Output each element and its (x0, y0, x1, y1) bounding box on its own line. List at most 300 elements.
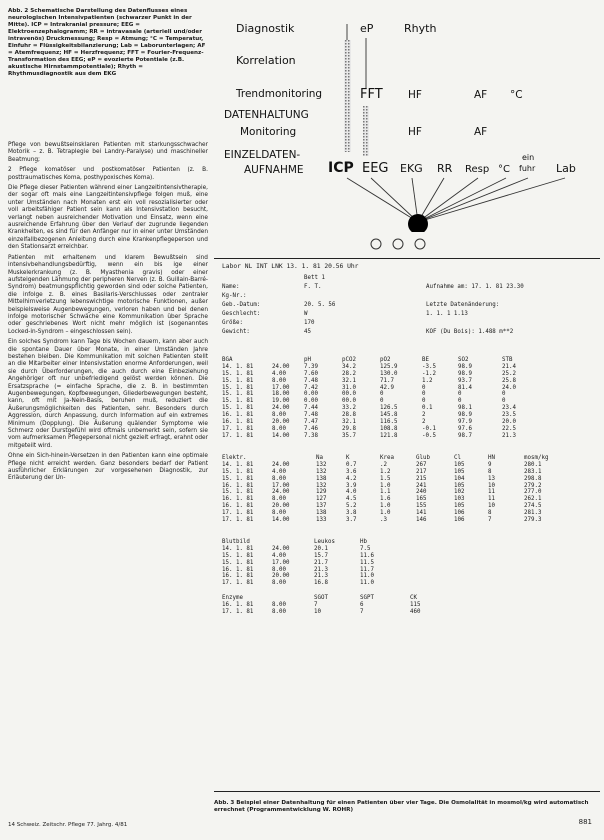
table-cell: -0.1 (422, 425, 436, 432)
table-cell: 15.7 (314, 552, 328, 559)
table-header-row (222, 357, 594, 364)
table-cell: 277.0 (524, 489, 542, 496)
table-cell: 165 (416, 496, 427, 503)
table-cell: 19.00 (272, 398, 290, 405)
table-cell: 15. 1. 81 (222, 475, 254, 482)
table-cell: 8.00 (272, 425, 286, 432)
table-cell: 460 (410, 608, 421, 615)
table-cell: 116.5 (380, 419, 398, 426)
table-cell: 121.8 (380, 432, 398, 439)
table-cell: 4.00 (272, 552, 286, 559)
table-cell: mosm/kg (524, 455, 549, 461)
table-cell: 17. 1. 81 (222, 432, 254, 439)
enzyme-table (222, 595, 594, 616)
table-cell: 14.00 (272, 517, 290, 524)
table-cell: 106 (454, 517, 465, 524)
table-row (222, 391, 594, 398)
table-cell: 17. 1. 81 (222, 517, 254, 524)
table-cell: 7.48 (304, 412, 318, 419)
table-cell: 105 (454, 503, 465, 510)
table-cell: 15. 1. 81 (222, 552, 254, 559)
table-cell: Glub (416, 455, 430, 461)
table-cell: 8.00 (272, 496, 286, 503)
table-cell: 16. 1. 81 (222, 573, 254, 580)
table-cell: 21.7 (314, 559, 328, 566)
table-row (222, 398, 594, 405)
table-cell: 8.00 (272, 510, 286, 517)
table-cell: 105 (454, 468, 465, 475)
table-cell: 16. 1. 81 (222, 419, 254, 426)
figure-2-caption: Abb. 2 Schematische Darstellung des Datenflusses eines neurologischen Intensivpatienten (schwarzer Punkt in der Mitte). ICP = Intrakranial pressure; EEG = Elektroenzephalogramm; RR = intravasale (arteriell und/oder intravenös) Druckmessung; Resp = Atmung; °C = Temperatur, Einfuhr = Flüssigkeitsbilanzierung; Lab = Laborunterlagen; AF = Atemfrequenz; HF = Herzfrequenz; FFT = Fourier-Frequenz-Transformation des EEG; eP = evozierte Potentiale (z.B. akustische Hirnstammpotentiale); Rhyth = Rhythmusdiagnostik aus dem EKG (8, 8, 206, 77)
table-cell: 8.00 (272, 475, 286, 482)
table-cell: 15. 1. 81 (222, 489, 254, 496)
table-cell: 4.2 (346, 475, 357, 482)
table-cell: 97.6 (458, 425, 472, 432)
table-cell: 24.00 (272, 461, 290, 468)
table-cell: 155 (416, 503, 427, 510)
table-cell: 298.8 (524, 475, 542, 482)
input-icp: ICP (328, 160, 354, 176)
table-header-row (222, 455, 594, 462)
table-cell: 125.9 (380, 363, 398, 370)
table-cell: 20.0 (502, 419, 516, 426)
table-cell: .3 (380, 517, 387, 524)
table-cell: 106 (454, 510, 465, 517)
table-cell: 15. 1. 81 (222, 405, 254, 412)
table-cell: 32.1 (342, 419, 356, 426)
table-cell: Enzyme (222, 595, 243, 601)
table-cell: 98.7 (458, 432, 472, 439)
table-cell: 9 (488, 461, 492, 468)
table-cell: 25.2 (502, 370, 516, 377)
table-cell: 16. 1. 81 (222, 601, 254, 608)
table-cell: 21.4 (502, 363, 516, 370)
table-cell: 8.00 (272, 608, 286, 615)
table-cell: 0 (502, 398, 506, 405)
table-cell: 7 (360, 608, 364, 615)
table-cell: 28.2 (342, 370, 356, 377)
table-cell: 16. 1. 81 (222, 412, 254, 419)
table-cell: 7.46 (304, 425, 318, 432)
table-cell: 132 (316, 461, 327, 468)
label-ep: eP (360, 22, 374, 35)
table-row (222, 609, 594, 616)
table-cell: 133 (316, 517, 327, 524)
table-cell: 4.00 (272, 370, 286, 377)
table-cell: 4.5 (346, 496, 357, 503)
table-cell: 14. 1. 81 (222, 545, 254, 552)
table-cell: 42.9 (380, 384, 394, 391)
table-cell: 5.2 (346, 503, 357, 510)
table-cell: 1.0 (380, 503, 391, 510)
electrolyte-table (222, 455, 594, 524)
table-cell: 129 (316, 489, 327, 496)
table-cell: 35.7 (342, 432, 356, 439)
table-cell: 14.00 (272, 432, 290, 439)
table-cell: 7.60 (304, 370, 318, 377)
table-row (222, 412, 594, 419)
table-cell: 24.00 (272, 545, 290, 552)
table-cell: 6 (360, 601, 364, 608)
table-cell: 10 (488, 482, 495, 489)
table-cell: 20.00 (272, 503, 290, 510)
table-cell: pH (304, 357, 311, 363)
table-cell: 7.42 (304, 384, 318, 391)
label-af-monitoring: AF (474, 126, 488, 138)
row-label-monitoring: Monitoring (240, 126, 297, 138)
table-cell: 2 (422, 419, 426, 426)
table-cell: HN (488, 455, 495, 461)
table-cell: 108.8 (380, 425, 398, 432)
table-cell: 145.8 (380, 412, 398, 419)
table-cell: 0 (458, 391, 462, 398)
footer-journal: 14 Schweiz. Zeitschr. Pflege 77. Jahrg. 4/81 (8, 822, 128, 828)
table-cell: 10 (488, 503, 495, 510)
table-cell: 11.6 (360, 552, 374, 559)
table-cell: 11.0 (360, 580, 374, 587)
table-cell: 24.00 (272, 405, 290, 412)
table-cell: 17.00 (272, 482, 290, 489)
table-cell: 17. 1. 81 (222, 510, 254, 517)
table-cell: 7.47 (304, 419, 318, 426)
table-cell: 11 (488, 489, 495, 496)
table-cell: STB (502, 357, 513, 363)
table-row (222, 510, 594, 517)
table-cell: 29.8 (342, 425, 356, 432)
label-af-trend: AF (474, 89, 488, 101)
table-cell: 267 (416, 461, 427, 468)
lab-report (214, 258, 600, 792)
table-cell: 241 (416, 482, 427, 489)
table-cell: 3.7 (346, 517, 357, 524)
table-cell: -0.5 (422, 432, 436, 439)
table-cell: 23.5 (502, 412, 516, 419)
patient-row: Gewicht: 45 KOF (Du Bois): 1.488 m**2 (222, 329, 514, 335)
table-row (222, 602, 594, 609)
table-cell: 3.9 (346, 482, 357, 489)
body-paragraph: Ohne ein Sich-hinein-Versetzen in den Patienten kann eine optimale Pflege nicht erreicht werden. Ganz besonders bedarf der Patient ausführlicher Erklärungen zur vorgesehenen Diagnostik, zur Erläuterung der Un- (8, 453, 208, 482)
input-lab: Lab (556, 162, 576, 175)
table-row (222, 560, 594, 567)
table-cell: 274.5 (524, 503, 542, 510)
figure-3-caption: Abb. 3 Beispiel einer Datenhaltung für einen Patienten über vier Tage. Die Osmolalität in mosmol/kg wird automatisch errechnet (Programmentwicklung W. ROHR) (214, 800, 589, 813)
table-row (222, 462, 594, 469)
table-row (222, 489, 594, 496)
table-cell: 11.5 (360, 559, 374, 566)
table-cell: 240 (416, 489, 427, 496)
table-cell: 15. 1. 81 (222, 391, 254, 398)
table-cell: 0.7 (346, 461, 357, 468)
table-cell: 0 (422, 391, 426, 398)
patient-row: Geschlecht: W 1. 1. 1 1.13 (222, 311, 468, 317)
input-resp: Resp (465, 164, 490, 175)
table-cell: 7.39 (304, 363, 318, 370)
label-rhyth: Rhyth (404, 22, 437, 35)
table-cell: 71.7 (380, 377, 394, 384)
table-cell: 7.44 (304, 405, 318, 412)
page-number: 881 (578, 818, 592, 826)
row-label-aufnahme: AUFNAHME (244, 164, 304, 176)
table-row (222, 378, 594, 385)
table-cell: 0 (380, 391, 384, 398)
table-cell: 281.3 (524, 510, 542, 517)
table-cell: 8 (488, 510, 492, 517)
table-cell: pO2 (380, 357, 391, 363)
table-cell: 98.9 (458, 412, 472, 419)
bga-table (222, 357, 594, 440)
patient-row: Bett 1 (304, 275, 325, 281)
table-cell: 2 (422, 412, 426, 419)
table-cell: 15. 1. 81 (222, 370, 254, 377)
table-row (222, 503, 594, 510)
table-cell: 1.0 (380, 482, 391, 489)
table-row (222, 496, 594, 503)
table-cell: 146 (416, 517, 427, 524)
label-hf-monitoring: HF (408, 126, 422, 138)
table-cell: 24.00 (272, 363, 290, 370)
table-cell: 132 (316, 482, 327, 489)
patient-row: Kg-Nr.: (222, 293, 247, 299)
table-cell: 98.1 (458, 405, 472, 412)
table-cell: 4.0 (346, 489, 357, 496)
table-cell: Hb (360, 539, 367, 545)
table-row (222, 433, 594, 440)
report-header: Labor NL INT LNK 13. 1. 81 20.56 Uhr (222, 263, 359, 270)
table-row (222, 364, 594, 371)
table-row (222, 419, 594, 426)
table-cell: CK (410, 595, 417, 601)
table-cell: 17. 1. 81 (222, 580, 254, 587)
table-cell: 1.2 (422, 377, 433, 384)
table-cell: 21.3 (502, 432, 516, 439)
table-cell: 7.38 (304, 432, 318, 439)
patient-row: Geb.-Datum: 20. 5. 56 Letzte Datenänderung: (222, 302, 500, 308)
table-cell: 21.3 (314, 573, 328, 580)
table-cell: 1.2 (380, 468, 391, 475)
table-cell: 20.00 (272, 419, 290, 426)
table-cell: 1.0 (380, 510, 391, 517)
body-paragraph: Pflege von bewußtseinsklaren Patienten mit starkungsschwacher Motorik – z. B. Tetraplegie bei Landry-Paralyse) und maschineller Beatmung; (8, 142, 208, 163)
table-cell: 11.0 (360, 573, 374, 580)
table-row (222, 567, 594, 574)
label-hf-trend: HF (408, 89, 422, 101)
table-cell: 3.6 (346, 468, 357, 475)
table-cell: 0 (380, 398, 384, 405)
table-cell: SGOT (314, 595, 328, 601)
table-cell: 141 (416, 510, 427, 517)
table-cell: 138 (316, 510, 327, 517)
table-cell: 97.9 (458, 419, 472, 426)
table-cell: 132 (316, 468, 327, 475)
table-cell: 279.3 (524, 517, 542, 524)
table-cell: 16.8 (314, 580, 328, 587)
table-cell: 104 (454, 475, 465, 482)
table-cell: 0 (502, 391, 506, 398)
body-paragraph: 2 Pflege komatöser und postkomatöser Patienten (z. B. posttraumatisches Koma, posthypoxisches Koma). (8, 167, 208, 181)
table-cell: 0.1 (422, 405, 433, 412)
table-cell: 13 (488, 475, 495, 482)
table-cell: 7.5 (360, 545, 371, 552)
table-cell: 22.5 (502, 425, 516, 432)
table-cell: 280.1 (524, 461, 542, 468)
table-cell: 7.48 (304, 377, 318, 384)
table-row (222, 580, 594, 587)
table-row (222, 483, 594, 490)
table-cell: 4.00 (272, 468, 286, 475)
table-cell: 25.8 (502, 377, 516, 384)
table-cell: 127 (316, 496, 327, 503)
table-cell: 8 (488, 468, 492, 475)
table-cell: Blutbild (222, 539, 250, 545)
table-cell: .2 (380, 461, 387, 468)
table-cell: 8.00 (272, 377, 286, 384)
row-label-einzeldaten: EINZELDATEN- (224, 149, 301, 161)
body-paragraph: Patienten mit erhaltenem und klarem Bewußtsein sind intensivbehandlungsbedürftig, wenn ein bis ige einer Muskelerkrankung (z. B. Myasthenia gravis) oder einer aufsteigenden Lähmung der peripheren Nerven (z. B. Guillain-Barré-Syndrom) beatmungspflichtig geworden sind oder solche Patienten, die infolge z. B. eines Basilaris-Verschlusses oder zentraler Mittelhirnverletzung lebenswichtige motorische Funktionen, außer beispielsweise Augenbewegungen, verloren haben und bei denen infolge motorischer Schwäche eine Kommunikation über Sprache oder geschriebenes Wort nicht mehr möglich ist (sogenanntes Locked-in-Syndrom – eingeschlossen sein). (8, 254, 208, 335)
table-cell: Cl (454, 455, 461, 461)
table-cell: Na (316, 455, 323, 461)
table-cell: 1.6 (380, 496, 391, 503)
table-cell: 81.4 (458, 384, 472, 391)
table-cell: BE (422, 357, 429, 363)
blood-count-table (222, 539, 594, 587)
table-cell: 31.0 (342, 384, 356, 391)
table-row (222, 371, 594, 378)
table-cell: Elektr. (222, 455, 247, 461)
table-cell: 11.7 (360, 566, 374, 573)
table-cell: -1.2 (422, 370, 436, 377)
table-header-row (222, 539, 594, 546)
table-cell: 8.00 (272, 566, 286, 573)
data-flow-diagram (222, 10, 596, 232)
table-cell: 16. 1. 81 (222, 496, 254, 503)
table-cell: 28.8 (342, 412, 356, 419)
table-cell: 283.1 (524, 468, 542, 475)
table-row (222, 517, 594, 524)
decorative-circles (368, 236, 438, 252)
table-cell: 126.5 (380, 405, 398, 412)
table-cell: 1.5 (380, 475, 391, 482)
table-cell: 11 (488, 496, 495, 503)
table-row (222, 426, 594, 433)
flow-bar-icp (344, 40, 351, 152)
table-cell: 32.1 (342, 377, 356, 384)
table-cell: 7 (314, 601, 318, 608)
table-cell: pCO2 (342, 357, 356, 363)
input-temp: °C (498, 164, 510, 175)
table-cell: 00.0 (342, 398, 356, 405)
table-cell: 18.00 (272, 391, 290, 398)
table-cell: 0 (458, 398, 462, 405)
table-header-row (222, 595, 594, 602)
table-cell: 130.0 (380, 370, 398, 377)
patient-row: Größe: 170 (222, 320, 315, 326)
table-cell: 24.0 (502, 384, 516, 391)
table-cell: 0.00 (304, 398, 318, 405)
table-cell: 16. 1. 81 (222, 566, 254, 573)
table-cell: 10 (314, 608, 321, 615)
table-cell: 262.1 (524, 496, 542, 503)
table-cell: 98.9 (458, 370, 472, 377)
input-einfuhr-bottom: fuhr (519, 164, 536, 173)
input-ekg: EKG (400, 162, 423, 175)
input-eeg: EEG (362, 161, 389, 176)
table-cell: 0.00 (304, 391, 318, 398)
table-cell: 15. 1. 81 (222, 468, 254, 475)
table-cell: Krea (380, 455, 394, 461)
table-row (222, 553, 594, 560)
table-cell: 1.1 (380, 489, 391, 496)
table-cell: 102 (454, 489, 465, 496)
table-row (222, 469, 594, 476)
table-cell: 15. 1. 81 (222, 384, 254, 391)
table-cell: SO2 (458, 357, 469, 363)
table-cell: 17. 1. 81 (222, 425, 254, 432)
table-cell: Leukos (314, 539, 335, 545)
patient-row: Name: F. T. Aufnahme am: 17. 1. 81 23.30 (222, 284, 524, 290)
body-paragraph: Die Pflege dieser Patienten während einer Langzeitintensivtherapie, der sogar oft mals eine Langzeitintensivpflege folgen muß, eine unter Umständen nach Monaten erst ein voll resozialisierter oder voll arbeitsfähiger Patient sein kann als Intensivstation besucht, verlangt neben ausreichender Motivation und Einsatz, wenn eine ausreichende Erfahrung über den Verlauf der zugrunde liegenden Krankheiten, es sind für den Anfänger nur in einer unter Umständen einzelfallbezogenen Anleitung durch eine Krankenpflegeperson und den Stationsarzt erreichbar. (8, 185, 208, 251)
row-label-diagnostik: Diagnostik (236, 22, 295, 35)
input-rr: RR (437, 162, 453, 175)
table-cell: 33.2 (342, 405, 356, 412)
table-cell: 7 (488, 517, 492, 524)
table-cell: 24.00 (272, 489, 290, 496)
table-cell: 105 (454, 461, 465, 468)
row-label-korrelation: Korrelation (236, 54, 296, 67)
table-cell: 17. 1. 81 (222, 608, 254, 615)
table-cell: 8.00 (272, 412, 286, 419)
table-cell: 8.00 (272, 601, 286, 608)
table-cell: 20.1 (314, 545, 328, 552)
table-cell: SGPT (360, 595, 374, 601)
table-cell: 217 (416, 468, 427, 475)
table-cell: 21.3 (314, 566, 328, 573)
table-row (222, 476, 594, 483)
label-temp-trend: °C (510, 89, 523, 101)
table-cell: 15. 1. 81 (222, 398, 254, 405)
table-cell: 00.0 (342, 391, 356, 398)
converging-lines (347, 178, 565, 222)
table-cell: 98.9 (458, 363, 472, 370)
flow-bar-eeg (363, 106, 369, 156)
table-row (222, 573, 594, 580)
table-cell: 15. 1. 81 (222, 377, 254, 384)
table-cell: 8.00 (272, 580, 286, 587)
table-cell: 0 (422, 384, 426, 391)
table-cell: 34.2 (342, 363, 356, 370)
table-cell: 138 (316, 475, 327, 482)
table-cell: 16. 1. 81 (222, 482, 254, 489)
table-cell: 16. 1. 81 (222, 503, 254, 510)
table-row (222, 385, 594, 392)
table-cell: BGA (222, 357, 233, 363)
table-cell: 279.2 (524, 482, 542, 489)
table-cell: 17.00 (272, 559, 290, 566)
table-cell: 137 (316, 503, 327, 510)
table-cell: 103 (454, 496, 465, 503)
input-einfuhr-top: ein (522, 153, 535, 162)
row-label-datenhaltung: DATENHALTUNG (224, 109, 309, 121)
table-cell: 215 (416, 475, 427, 482)
table-row (222, 405, 594, 412)
table-cell: 3.8 (346, 510, 357, 517)
table-cell: K (346, 455, 350, 461)
table-cell: 105 (454, 482, 465, 489)
label-fft: FFT (360, 87, 383, 102)
table-cell: 17.00 (272, 384, 290, 391)
table-cell: 115 (410, 601, 421, 608)
table-cell: -3.5 (422, 363, 436, 370)
table-cell: 14. 1. 81 (222, 461, 254, 468)
